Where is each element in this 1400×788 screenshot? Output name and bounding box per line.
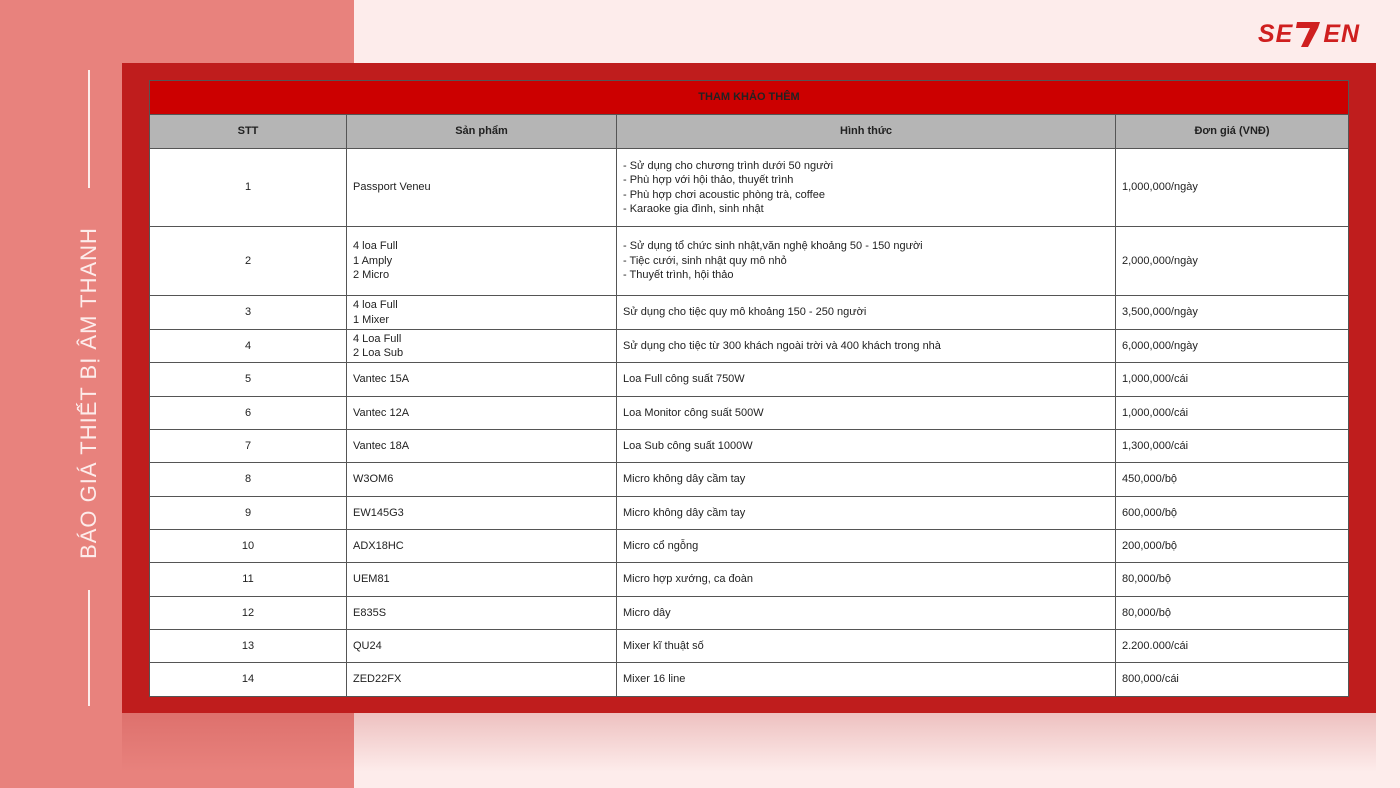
cell-stt: 5	[150, 363, 347, 397]
cell-line: - Phù hợp chơi acoustic phòng trà, coffee	[623, 188, 825, 201]
table-row	[150, 397, 1349, 430]
cell-price: 3,500,000/ngày	[1116, 296, 1349, 330]
cell-product	[347, 563, 617, 597]
cell-stt: 3	[150, 296, 347, 330]
cell-stt: 11	[150, 563, 347, 597]
cell-line: Micro cổ ngỗng	[623, 539, 699, 552]
table-row	[150, 530, 1349, 563]
cell-form	[617, 663, 1116, 697]
table-row	[150, 463, 1349, 497]
table-row	[150, 597, 1349, 630]
cell-line: Micro hợp xướng, ca đoàn	[623, 573, 754, 586]
cell-form	[617, 463, 1116, 497]
cell-price: 800,000/cái	[1116, 663, 1349, 697]
cell-line: Passport Veneu	[353, 181, 431, 194]
cell-line: Loa Full công suất 750W	[623, 373, 745, 386]
header-form: Hình thức	[617, 115, 1116, 149]
cell-line: Vantec 12A	[353, 406, 410, 419]
cell-product	[347, 530, 617, 563]
cell-product	[347, 630, 617, 663]
cell-line: Mixer kĩ thuật số	[623, 639, 704, 652]
cell-product	[347, 463, 617, 497]
cell-form	[617, 497, 1116, 530]
cell-product	[347, 149, 617, 227]
vertical-divider-top	[88, 70, 90, 188]
cell-product	[347, 363, 617, 397]
cell-line: - Thuyết trình, hội thảo	[623, 269, 734, 282]
cell-price: 1,000,000/cái	[1116, 397, 1349, 430]
cell-line: E835S	[353, 606, 387, 619]
cell-line: 4 Loa Full	[353, 332, 402, 345]
cell-line: - Sử dụng cho chương trình dưới 50 người	[623, 159, 834, 172]
cell-line: 2 Loa Sub	[353, 347, 404, 359]
table-row	[150, 363, 1349, 397]
cell-line: - Phù hợp với hội thảo, thuyết trình	[623, 174, 794, 186]
cell-line: W3OM6	[353, 473, 394, 486]
cell-stt: 1	[150, 149, 347, 227]
cell-line: - Tiệc cưới, sinh nhật quy mô nhỏ	[623, 254, 787, 267]
table-row	[150, 330, 1349, 363]
cell-price: 2.200.000/cái	[1116, 630, 1349, 663]
logo-text-left: SE	[1258, 19, 1294, 48]
cell-product	[347, 397, 617, 430]
cell-price: 2,000,000/ngày	[1116, 227, 1349, 296]
cell-price: 600,000/bộ	[1116, 497, 1349, 530]
cell-form	[617, 296, 1116, 330]
table-caption: THAM KHẢO THÊM	[150, 81, 1349, 115]
cell-price: 1,000,000/ngày	[1116, 149, 1349, 227]
cell-form	[617, 430, 1116, 463]
price-table	[149, 80, 1349, 697]
cell-line: UEM81	[353, 573, 390, 586]
table-row	[150, 296, 1349, 330]
cell-line: 4 loa Full	[353, 240, 398, 253]
cell-form	[617, 149, 1116, 227]
table-row	[150, 497, 1349, 530]
cell-price: 6,000,000/ngày	[1116, 330, 1349, 363]
table-header-row	[150, 115, 1349, 149]
header-price: Đơn giá (VNĐ)	[1116, 115, 1349, 149]
cell-form	[617, 630, 1116, 663]
cell-line: Mixer 16 line	[623, 673, 686, 686]
cell-stt: 14	[150, 663, 347, 697]
cell-product	[347, 330, 617, 363]
table-row	[150, 630, 1349, 663]
table-row	[150, 663, 1349, 697]
cell-price: 80,000/bộ	[1116, 563, 1349, 597]
cell-line: Sử dụng cho tiệc quy mô khoảng 150 - 250 người	[623, 306, 867, 319]
table-row	[150, 430, 1349, 463]
table-caption-row	[150, 81, 1349, 115]
cell-line: Loa Monitor công suất 500W	[623, 406, 764, 419]
cell-line: 4 loa Full	[353, 299, 398, 311]
seven-logo-icon	[1295, 20, 1321, 48]
cell-line: Micro dây	[623, 606, 671, 619]
cell-line: Loa Sub công suất 1000W	[623, 439, 753, 452]
cell-product	[347, 497, 617, 530]
cell-line: EW145G3	[353, 506, 404, 519]
cell-form	[617, 397, 1116, 430]
cell-line: Sử dụng cho tiệc từ 300 khách ngoài trời và 400 khách trong nhà	[623, 339, 941, 352]
cell-product	[347, 663, 617, 697]
cell-form	[617, 530, 1116, 563]
logo-text-right: EN	[1323, 19, 1361, 48]
cell-form	[617, 597, 1116, 630]
cell-line: - Sử dụng tổ chức sinh nhật,văn nghệ khoảng 50 - 150 người	[623, 240, 923, 253]
cell-stt: 4	[150, 330, 347, 363]
cell-price: 450,000/bộ	[1116, 463, 1349, 497]
cell-stt: 7	[150, 430, 347, 463]
cell-form	[617, 330, 1116, 363]
cell-price: 1,300,000/cái	[1116, 430, 1349, 463]
cell-product	[347, 296, 617, 330]
cell-product	[347, 430, 617, 463]
table-row	[150, 227, 1349, 296]
cell-line: ADX18HC	[353, 539, 404, 552]
cell-price: 80,000/bộ	[1116, 597, 1349, 630]
cell-line: ZED22FX	[353, 673, 402, 686]
cell-stt: 13	[150, 630, 347, 663]
header-stt: STT	[150, 115, 347, 149]
cell-line: Vantec 18A	[353, 439, 410, 452]
seven-logo	[1258, 18, 1360, 50]
cell-price: 200,000/bộ	[1116, 530, 1349, 563]
cell-form	[617, 563, 1116, 597]
cell-form	[617, 363, 1116, 397]
cell-line: QU24	[353, 639, 382, 652]
cell-stt: 8	[150, 463, 347, 497]
cell-line: - Karaoke gia đình, sinh nhật	[623, 203, 764, 215]
side-title: BÁO GIÁ THIẾT BỊ ÂM THANH	[76, 227, 101, 559]
cell-stt: 6	[150, 397, 347, 430]
cell-price: 1,000,000/cái	[1116, 363, 1349, 397]
frame-shadow	[122, 712, 1376, 772]
cell-stt: 9	[150, 497, 347, 530]
table-body	[150, 149, 1349, 697]
cell-line: Vantec 15A	[353, 373, 410, 386]
header-product: Sản phẩm	[347, 115, 617, 149]
table-row	[150, 149, 1349, 227]
cell-product	[347, 227, 617, 296]
cell-line: 1 Mixer	[353, 313, 390, 326]
cell-stt: 10	[150, 530, 347, 563]
cell-line: Micro không dây cầm tay	[623, 506, 746, 519]
cell-stt: 12	[150, 597, 347, 630]
cell-product	[347, 597, 617, 630]
cell-line: 2 Micro	[353, 269, 390, 282]
cell-line: 1 Amply	[353, 254, 393, 267]
vertical-divider-bottom	[88, 590, 90, 706]
table-row	[150, 563, 1349, 597]
cell-stt: 2	[150, 227, 347, 296]
cell-form	[617, 227, 1116, 296]
cell-line: Micro không dây cầm tay	[623, 473, 746, 486]
